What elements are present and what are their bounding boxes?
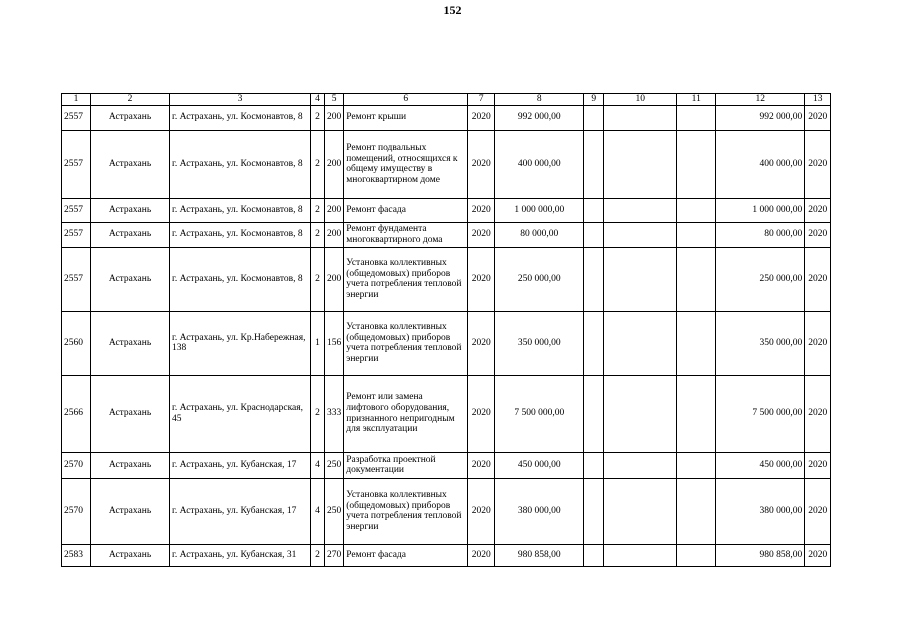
cost-cell: 380 000,00 xyxy=(495,478,584,544)
year-cell: 2020 xyxy=(468,222,495,247)
col9-cell xyxy=(584,544,604,566)
header-cell: 10 xyxy=(604,94,677,106)
col5-cell: 250 xyxy=(325,452,344,478)
city-cell: Астрахань xyxy=(91,375,170,452)
col4-cell: 1 xyxy=(311,311,325,375)
object-code: 2570 xyxy=(62,452,91,478)
header-cell: 11 xyxy=(677,94,716,106)
col10-cell xyxy=(604,198,677,222)
capital-repair-table xyxy=(61,93,831,567)
completion-year-cell: 2020 xyxy=(805,105,831,130)
city-cell: Астрахань xyxy=(91,222,170,247)
col5-cell: 333 xyxy=(325,375,344,452)
cost-cell: 80 000,00 xyxy=(495,222,584,247)
address-cell: г. Астрахань, ул. Космонавтов, 8 xyxy=(170,130,311,198)
completion-year-cell: 2020 xyxy=(805,311,831,375)
address-cell: г. Астрахань, ул. Краснодарская, 45 xyxy=(170,375,311,452)
table-row xyxy=(62,105,831,130)
table-row xyxy=(62,222,831,247)
col10-cell xyxy=(604,222,677,247)
header-cell: 8 xyxy=(495,94,584,106)
year-cell: 2020 xyxy=(468,247,495,311)
col9-cell xyxy=(584,247,604,311)
col11-cell xyxy=(677,311,716,375)
total-cell: 992 000,00 xyxy=(716,105,805,130)
col5-cell: 200 xyxy=(325,105,344,130)
address-cell: г. Астрахань, ул. Космонавтов, 8 xyxy=(170,198,311,222)
address-cell: г. Астрахань, ул. Космонавтов, 8 xyxy=(170,247,311,311)
object-code: 2570 xyxy=(62,478,91,544)
city-cell: Астрахань xyxy=(91,452,170,478)
col11-cell xyxy=(677,130,716,198)
work-type-cell: Ремонт фасада xyxy=(344,198,468,222)
col10-cell xyxy=(604,130,677,198)
city-cell: Астрахань xyxy=(91,478,170,544)
col5-cell: 200 xyxy=(325,222,344,247)
col4-cell: 2 xyxy=(311,375,325,452)
table-row xyxy=(62,247,831,311)
city-cell: Астрахань xyxy=(91,247,170,311)
year-cell: 2020 xyxy=(468,198,495,222)
work-type-cell: Разработка проектной документации xyxy=(344,452,468,478)
address-cell: г. Астрахань, ул. Кубанская, 17 xyxy=(170,452,311,478)
work-type-cell: Ремонт фасада xyxy=(344,544,468,566)
col9-cell xyxy=(584,105,604,130)
year-cell: 2020 xyxy=(468,452,495,478)
col10-cell xyxy=(604,105,677,130)
col9-cell xyxy=(584,198,604,222)
table-row xyxy=(62,311,831,375)
address-cell: г. Астрахань, ул. Космонавтов, 8 xyxy=(170,222,311,247)
total-cell: 7 500 000,00 xyxy=(716,375,805,452)
col4-cell: 2 xyxy=(311,247,325,311)
header-cell: 12 xyxy=(716,94,805,106)
completion-year-cell: 2020 xyxy=(805,544,831,566)
cost-cell: 7 500 000,00 xyxy=(495,375,584,452)
year-cell: 2020 xyxy=(468,105,495,130)
table-row xyxy=(62,452,831,478)
col11-cell xyxy=(677,198,716,222)
object-code: 2557 xyxy=(62,105,91,130)
col11-cell xyxy=(677,247,716,311)
cost-cell: 1 000 000,00 xyxy=(495,198,584,222)
city-cell: Астрахань xyxy=(91,198,170,222)
header-cell: 2 xyxy=(91,94,170,106)
col9-cell xyxy=(584,130,604,198)
col11-cell xyxy=(677,478,716,544)
page-number: 152 xyxy=(443,3,462,17)
object-code: 2557 xyxy=(62,247,91,311)
col11-cell xyxy=(677,452,716,478)
header-row xyxy=(62,94,831,106)
work-type-cell: Ремонт фундамента многоквартирного дома xyxy=(344,222,468,247)
object-code: 2557 xyxy=(62,130,91,198)
city-cell: Астрахань xyxy=(91,311,170,375)
col4-cell: 2 xyxy=(311,105,325,130)
address-cell: г. Астрахань, ул. Космонавтов, 8 xyxy=(170,105,311,130)
total-cell: 250 000,00 xyxy=(716,247,805,311)
col9-cell xyxy=(584,375,604,452)
year-cell: 2020 xyxy=(468,544,495,566)
col10-cell xyxy=(604,375,677,452)
year-cell: 2020 xyxy=(468,311,495,375)
col11-cell xyxy=(677,375,716,452)
col10-cell xyxy=(604,478,677,544)
cost-cell: 450 000,00 xyxy=(495,452,584,478)
total-cell: 350 000,00 xyxy=(716,311,805,375)
table-row xyxy=(62,478,831,544)
col4-cell: 4 xyxy=(311,452,325,478)
col9-cell xyxy=(584,222,604,247)
cost-cell: 250 000,00 xyxy=(495,247,584,311)
object-code: 2560 xyxy=(62,311,91,375)
total-cell: 400 000,00 xyxy=(716,130,805,198)
completion-year-cell: 2020 xyxy=(805,198,831,222)
work-type-cell: Установка коллективных (общедомовых) приборов учета потребления тепловой энергии xyxy=(344,478,468,544)
year-cell: 2020 xyxy=(468,375,495,452)
completion-year-cell: 2020 xyxy=(805,375,831,452)
cost-cell: 350 000,00 xyxy=(495,311,584,375)
header-cell: 3 xyxy=(170,94,311,106)
city-cell: Астрахань xyxy=(91,544,170,566)
col4-cell: 2 xyxy=(311,222,325,247)
header-cell: 4 xyxy=(311,94,325,106)
header-cell: 7 xyxy=(468,94,495,106)
year-cell: 2020 xyxy=(468,130,495,198)
col5-cell: 200 xyxy=(325,198,344,222)
work-type-cell: Ремонт крыши xyxy=(344,105,468,130)
header-cell: 1 xyxy=(62,94,91,106)
table-row xyxy=(62,130,831,198)
col4-cell: 4 xyxy=(311,478,325,544)
completion-year-cell: 2020 xyxy=(805,452,831,478)
object-code: 2583 xyxy=(62,544,91,566)
completion-year-cell: 2020 xyxy=(805,222,831,247)
col10-cell xyxy=(604,544,677,566)
col9-cell xyxy=(584,478,604,544)
col9-cell xyxy=(584,452,604,478)
col10-cell xyxy=(604,452,677,478)
total-cell: 450 000,00 xyxy=(716,452,805,478)
work-type-cell: Установка коллективных (общедомовых) приборов учета потребления тепловой энергии xyxy=(344,247,468,311)
address-cell: г. Астрахань, ул. Кр.Набережная, 138 xyxy=(170,311,311,375)
cost-cell: 992 000,00 xyxy=(495,105,584,130)
col5-cell: 200 xyxy=(325,130,344,198)
cost-cell: 400 000,00 xyxy=(495,130,584,198)
address-cell: г. Астрахань, ул. Кубанская, 31 xyxy=(170,544,311,566)
col5-cell: 200 xyxy=(325,247,344,311)
col10-cell xyxy=(604,311,677,375)
total-cell: 80 000,00 xyxy=(716,222,805,247)
object-code: 2566 xyxy=(62,375,91,452)
address-cell: г. Астрахань, ул. Кубанская, 17 xyxy=(170,478,311,544)
completion-year-cell: 2020 xyxy=(805,478,831,544)
col9-cell xyxy=(584,311,604,375)
col11-cell xyxy=(677,544,716,566)
completion-year-cell: 2020 xyxy=(805,130,831,198)
table-row xyxy=(62,544,831,566)
completion-year-cell: 2020 xyxy=(805,247,831,311)
col4-cell: 2 xyxy=(311,544,325,566)
col11-cell xyxy=(677,105,716,130)
work-type-cell: Ремонт или замена лифтового оборудования, признанного непригодным для эксплуатации xyxy=(344,375,468,452)
year-cell: 2020 xyxy=(468,478,495,544)
cost-cell: 980 858,00 xyxy=(495,544,584,566)
work-type-cell: Ремонт подвальных помещений, относящихся к общему имуществу в многоквартирном доме xyxy=(344,130,468,198)
object-code: 2557 xyxy=(62,198,91,222)
col5-cell: 156 xyxy=(325,311,344,375)
header-cell: 5 xyxy=(325,94,344,106)
work-type-cell: Установка коллективных (общедомовых) приборов учета потребления тепловой энергии xyxy=(344,311,468,375)
col5-cell: 250 xyxy=(325,478,344,544)
object-code: 2557 xyxy=(62,222,91,247)
table-row xyxy=(62,375,831,452)
total-cell: 1 000 000,00 xyxy=(716,198,805,222)
header-cell: 13 xyxy=(805,94,831,106)
total-cell: 980 858,00 xyxy=(716,544,805,566)
header-cell: 9 xyxy=(584,94,604,106)
table-row xyxy=(62,198,831,222)
total-cell: 380 000,00 xyxy=(716,478,805,544)
header-cell: 6 xyxy=(344,94,468,106)
col11-cell xyxy=(677,222,716,247)
city-cell: Астрахань xyxy=(91,130,170,198)
col4-cell: 2 xyxy=(311,130,325,198)
col5-cell: 270 xyxy=(325,544,344,566)
city-cell: Астрахань xyxy=(91,105,170,130)
col10-cell xyxy=(604,247,677,311)
col4-cell: 2 xyxy=(311,198,325,222)
